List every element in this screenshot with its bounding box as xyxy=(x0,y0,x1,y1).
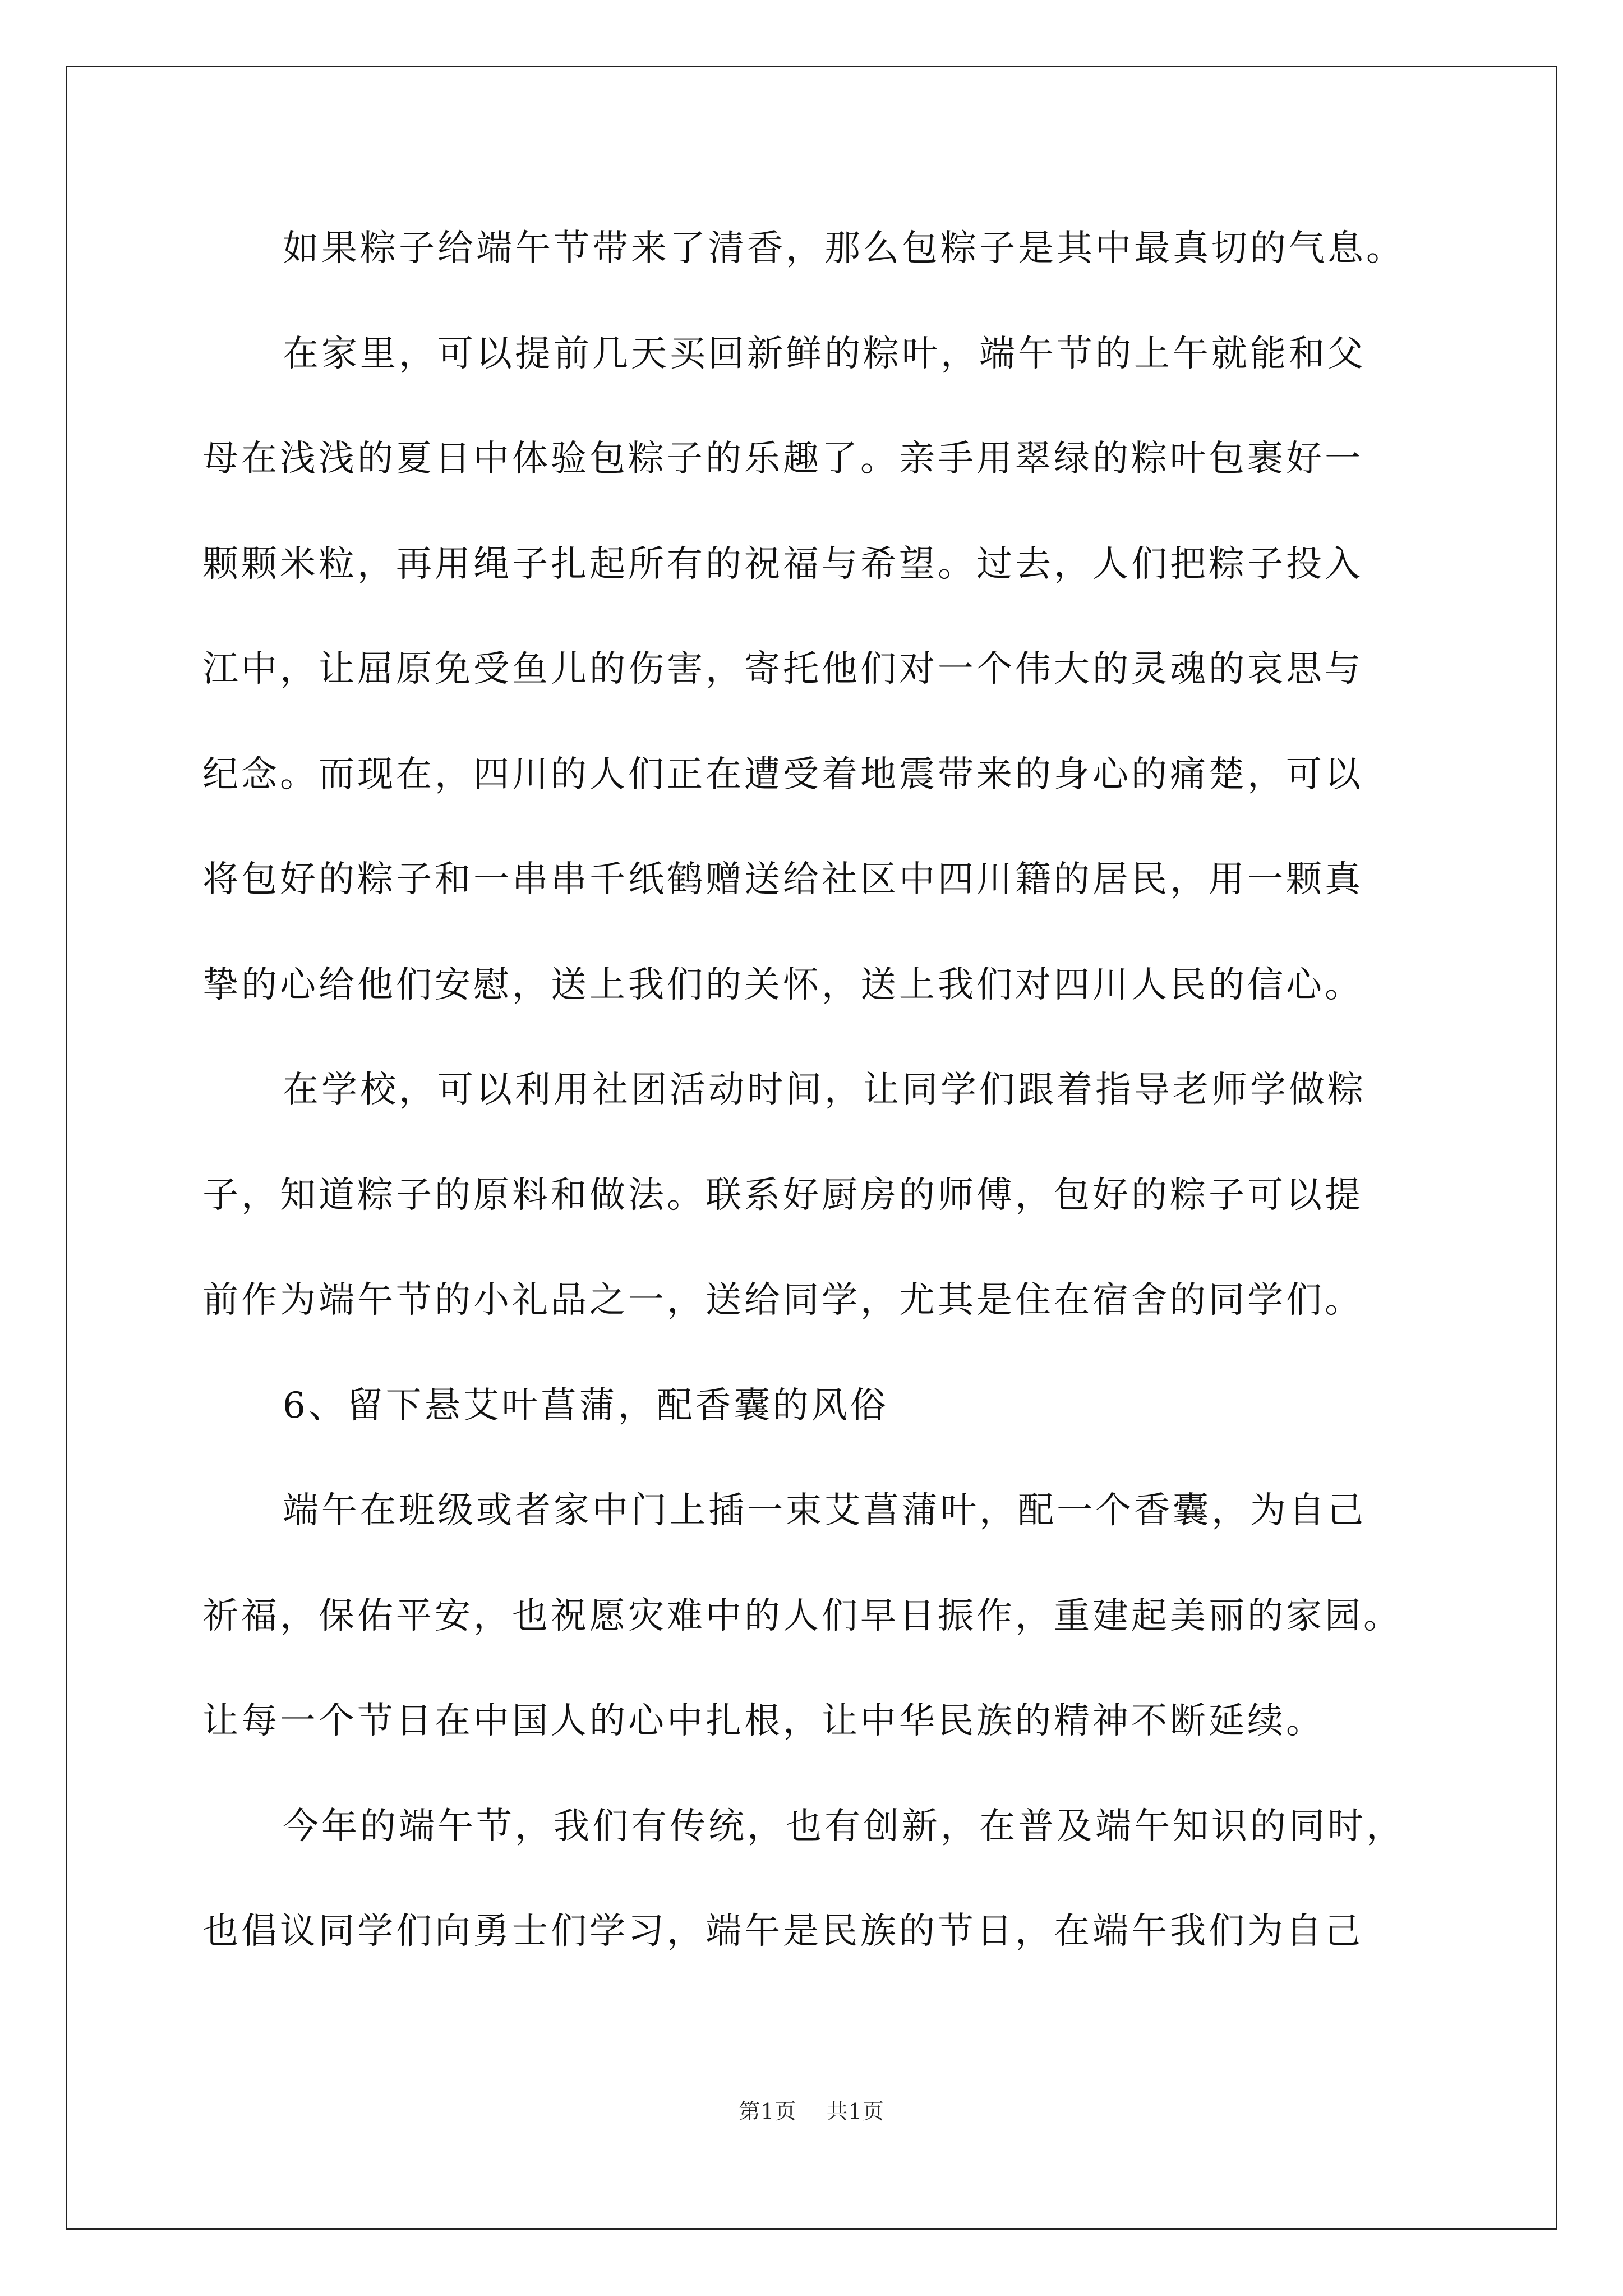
page-total: 共1页 xyxy=(826,2099,884,2124)
page-footer xyxy=(0,2094,1623,2125)
text-line-7: 将包好的粽子和一串串千纸鹤赠送给社区中四川籍的居民，用一颗真 xyxy=(202,859,1363,900)
section-heading: 6、留下悬艾叶菖蒲，配香囊的风俗 xyxy=(283,1384,889,1427)
text-line-14: 祈福，保佑平安，也祝愿灾难中的人们早日振作，重建起美丽的家园。 xyxy=(202,1595,1402,1637)
text-line-16: 今年的端午节，我们有传统，也有创新，在普及端午知识的同时， xyxy=(283,1805,1405,1847)
text-line-1: 如果粽子给端午节带来了清香，那么包粽子是其中最真切的气息。 xyxy=(283,228,1405,269)
text-line-5: 江中，让屈原免受鱼儿的伤害，寄托他们对一个伟大的灵魂的哀思与 xyxy=(202,648,1363,690)
text-line-11: 前作为端午节的小礼品之一，送给同学，尤其是住在宿舍的同学们。 xyxy=(202,1280,1363,1321)
text-line-15: 让每一个节日在中国人的心中扎根，让中华民族的精神不断延续。 xyxy=(202,1700,1325,1742)
text-line-9: 在学校，可以利用社团活动时间，让同学们跟着指导老师学做粽 xyxy=(283,1069,1366,1111)
text-line-13: 端午在班级或者家中门上插一束艾菖蒲叶，配一个香囊，为自己 xyxy=(283,1490,1366,1531)
text-line-3: 母在浅浅的夏日中体验包粽子的乐趣了。亲手用翠绿的粽叶包裹好一 xyxy=(202,438,1363,480)
text-line-4: 颗颗米粒，再用绳子扎起所有的祝福与希望。过去，人们把粽子投入 xyxy=(202,543,1363,585)
page-number: 第1页 xyxy=(739,2099,797,2124)
document-body xyxy=(202,196,1436,1985)
text-line-10: 子，知道粽子的原料和做法。联系好厨房的师傅，包好的粽子可以提 xyxy=(202,1174,1363,1216)
text-line-6: 纪念。而现在，四川的人们正在遭受着地震带来的身心的痛楚，可以 xyxy=(202,753,1363,795)
text-line-8: 挚的心给他们安慰，送上我们的关怀，送上我们对四川人民的信心。 xyxy=(202,964,1363,1006)
text-line-2: 在家里，可以提前几天买回新鲜的粽叶，端午节的上午就能和父 xyxy=(283,333,1366,375)
text-line-17: 也倡议同学们向勇士们学习，端午是民族的节日，在端午我们为自己 xyxy=(202,1911,1363,1952)
